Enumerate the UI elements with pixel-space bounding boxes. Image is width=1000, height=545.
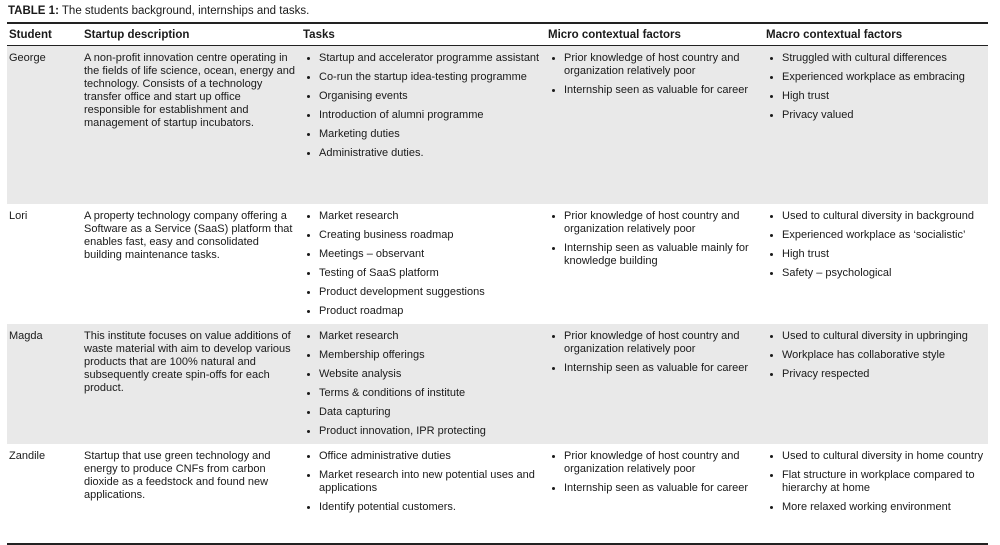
header-micro: Micro contextual factors bbox=[546, 23, 764, 46]
list-item: • Identify potential customers. bbox=[319, 501, 544, 514]
macro-list bbox=[766, 330, 986, 381]
list-item: • Safety – psychological bbox=[782, 267, 986, 280]
micro-cell bbox=[546, 204, 764, 324]
tasks-cell bbox=[301, 204, 546, 324]
table-row bbox=[7, 204, 988, 324]
micro-list bbox=[548, 210, 762, 268]
list-item: • Market research into new potential uses and applications bbox=[319, 469, 544, 495]
micro-list bbox=[548, 330, 762, 375]
student-cell: Lori bbox=[9, 209, 28, 222]
micro-cell bbox=[546, 444, 764, 544]
macro-list bbox=[766, 210, 986, 280]
list-item: • Struggled with cultural differences bbox=[782, 52, 986, 65]
description-cell: This institute focuses on value additions of waste material with aim to develop various products that are 100% natural and subsequently create spin-offs for each product. bbox=[82, 324, 301, 444]
micro-list bbox=[548, 52, 762, 97]
micro-cell bbox=[546, 324, 764, 444]
list-item: • Prior knowledge of host country and organization relatively poor bbox=[564, 330, 762, 356]
list-item: • Used to cultural diversity in upbringing bbox=[782, 330, 986, 343]
list-item: • Organising events bbox=[319, 90, 544, 103]
list-item: • Privacy respected bbox=[782, 368, 986, 381]
list-item: • Administrative duties. bbox=[319, 147, 544, 160]
macro-list bbox=[766, 52, 986, 122]
header-macro: Macro contextual factors bbox=[764, 23, 988, 46]
list-item: • Marketing duties bbox=[319, 128, 544, 141]
micro-list bbox=[548, 450, 762, 495]
tasks-list bbox=[303, 450, 544, 514]
student-cell: Magda bbox=[7, 324, 82, 444]
list-item: • Used to cultural diversity in home country bbox=[782, 450, 986, 463]
list-item: • Product development suggestions bbox=[319, 286, 544, 299]
macro-list bbox=[766, 450, 986, 514]
description-cell: A non-profit innovation centre operating in the fields of life science, ocean, energy and technology. Consists of a technology transfer office and start up office responsible for establishment and management of startup incubators. bbox=[82, 46, 301, 204]
list-item: • Data capturing bbox=[319, 406, 544, 419]
list-item: • Website analysis bbox=[319, 368, 544, 381]
list-item: • Terms & conditions of institute bbox=[319, 387, 544, 400]
list-item: • Prior knowledge of host country and organization relatively poor bbox=[564, 450, 762, 476]
list-item: • High trust bbox=[782, 248, 986, 261]
list-item: • Internship seen as valuable for career bbox=[564, 362, 762, 375]
list-item: • Office administrative duties bbox=[319, 450, 544, 463]
list-item: • Privacy valued bbox=[782, 109, 986, 122]
list-item: • Product roadmap bbox=[319, 305, 544, 318]
students-table bbox=[7, 22, 988, 545]
header-student: Student bbox=[7, 23, 82, 46]
list-item: • Used to cultural diversity in background bbox=[782, 210, 986, 223]
header-description: Startup description bbox=[82, 23, 301, 46]
list-item: • Prior knowledge of host country and organization relatively poor bbox=[564, 210, 762, 236]
list-item: • Experienced workplace as ‘socialistic’ bbox=[782, 229, 986, 242]
student-cell: George bbox=[7, 46, 82, 204]
list-item: • Market research bbox=[319, 210, 544, 223]
list-item: • Workplace has collaborative style bbox=[782, 349, 986, 362]
tasks-list bbox=[303, 330, 544, 438]
list-item: • Membership offerings bbox=[319, 349, 544, 362]
header-tasks: Tasks bbox=[301, 23, 546, 46]
macro-cell bbox=[764, 324, 988, 444]
list-item: • More relaxed working environment bbox=[782, 501, 986, 514]
list-item: • Internship seen as valuable for career bbox=[564, 482, 762, 495]
list-item: • Experienced workplace as embracing bbox=[782, 71, 986, 84]
description-cell: A property technology company offering a Software as a Service (SaaS) platform that enables fast, easy and consolidated building maintenance tasks. bbox=[84, 209, 293, 261]
list-item: • Product innovation, IPR protecting bbox=[319, 425, 544, 438]
macro-cell bbox=[764, 46, 988, 204]
tasks-list bbox=[303, 210, 544, 318]
table-row bbox=[7, 46, 988, 204]
list-item: • Introduction of alumni programme bbox=[319, 109, 544, 122]
list-item: • Prior knowledge of host country and organization relatively poor bbox=[564, 52, 762, 78]
list-item: • Creating business roadmap bbox=[319, 229, 544, 242]
list-item: • Market research bbox=[319, 330, 544, 343]
caption-label: TABLE 1: bbox=[8, 5, 59, 17]
tasks-cell bbox=[301, 46, 546, 204]
description-cell: Startup that use green technology and energy to produce CNFs from carbon dioxide as a feedstock and found new applications. bbox=[84, 449, 271, 501]
macro-cell bbox=[764, 204, 988, 324]
caption-text: The students background, internships and tasks. bbox=[58, 5, 310, 17]
list-item: • Startup and accelerator programme assistant bbox=[319, 52, 544, 65]
student-cell: Zandile bbox=[9, 449, 46, 462]
table-row bbox=[7, 324, 988, 444]
macro-cell bbox=[764, 444, 988, 544]
table-caption bbox=[8, 5, 309, 17]
list-item: • Internship seen as valuable mainly for knowledge building bbox=[564, 242, 762, 268]
table-row bbox=[7, 444, 988, 544]
tasks-list bbox=[303, 52, 544, 160]
tasks-cell bbox=[301, 444, 546, 544]
list-item: • Co-run the startup idea-testing programme bbox=[319, 71, 544, 84]
header-row bbox=[7, 23, 988, 46]
list-item: • Internship seen as valuable for career bbox=[564, 84, 762, 97]
list-item: • Meetings – observant bbox=[319, 248, 544, 261]
list-item: • Testing of SaaS platform bbox=[319, 267, 544, 280]
micro-cell bbox=[546, 46, 764, 204]
list-item: • Flat structure in workplace compared to hierarchy at home bbox=[782, 469, 986, 495]
tasks-cell bbox=[301, 324, 546, 444]
list-item: • High trust bbox=[782, 90, 986, 103]
